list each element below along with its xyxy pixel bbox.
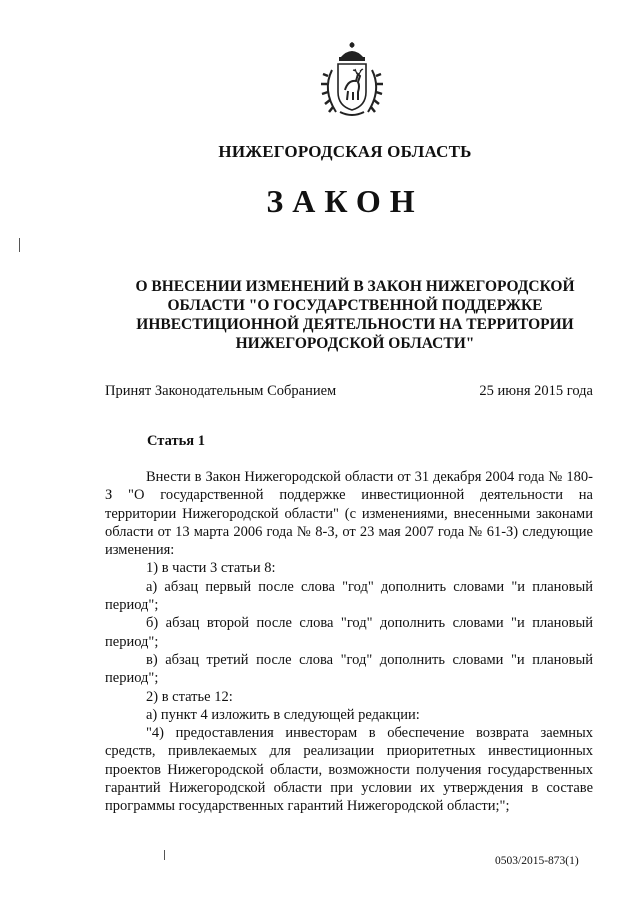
paragraph: в) абзац третий после слова "год" дополнить словами "и плановый период"; [105, 651, 593, 687]
region-name: НИЖЕГОРОДСКАЯ ОБЛАСТЬ [218, 142, 472, 161]
paragraph: 2) в статье 12: [146, 688, 233, 705]
adoption-date: 25 июня 2015 года [479, 383, 593, 399]
adoption-info [105, 383, 593, 400]
paragraph: Внести в Закон Нижегородской области от 31 декабря 2004 года № 180-З "О государственной поддержке инвестиционной деятельности на территории Нижегородской области" (с изменениями, внесенными законами области от 13 марта 2006 года № 8-З, от 23 мая 2007 года № 61-З) следующие изменения: [105, 469, 593, 559]
paragraph: а) абзац первый после слова "год" дополнить словами "и плановый период"; [105, 578, 593, 614]
scan-artifact [19, 238, 20, 252]
scan-artifact [164, 850, 165, 860]
law-title-line: НИЖЕГОРОДСКОЙ ОБЛАСТИ" [235, 335, 475, 352]
law-title [120, 277, 590, 353]
article-heading: Статья 1 [147, 433, 205, 449]
paragraph: "4) предоставления инвесторам в обеспечение возврата заемных средств, привлекаемых для реализации приоритетных инвестиционных проектов Нижегородской области, возможности получения государственных гарантий Нижегородской области при условии их утверждения в составе программы государственных гарантий Нижегородской области;"; [105, 725, 593, 815]
paragraph: б) абзац второй после слова "год" дополнить словами "и плановый период"; [105, 615, 593, 650]
paragraph: 1) в части 3 статьи 8: [146, 560, 276, 577]
article-body [105, 468, 593, 816]
law-title-line: ОБЛАСТИ "О ГОСУДАРСТВЕННОЙ ПОДДЕРЖКЕ [167, 297, 543, 314]
paragraph: а) пункт 4 изложить в следующей редакции: [146, 706, 420, 723]
document-type: ЗАКОН [266, 183, 424, 219]
adopted-by: Принят Законодательным Собранием [105, 383, 337, 399]
document-reference-number: 0503/2015-873(1) [495, 855, 579, 867]
law-title-line: О ВНЕСЕНИИ ИЗМЕНЕНИЙ В ЗАКОН НИЖЕГОРОДСКОЙ [135, 278, 575, 295]
nizhny-novgorod-coat-of-arms-icon [318, 40, 386, 120]
law-title-line: ИНВЕСТИЦИОННОЙ ДЕЯТЕЛЬНОСТИ НА ТЕРРИТОРИИ [136, 316, 574, 333]
